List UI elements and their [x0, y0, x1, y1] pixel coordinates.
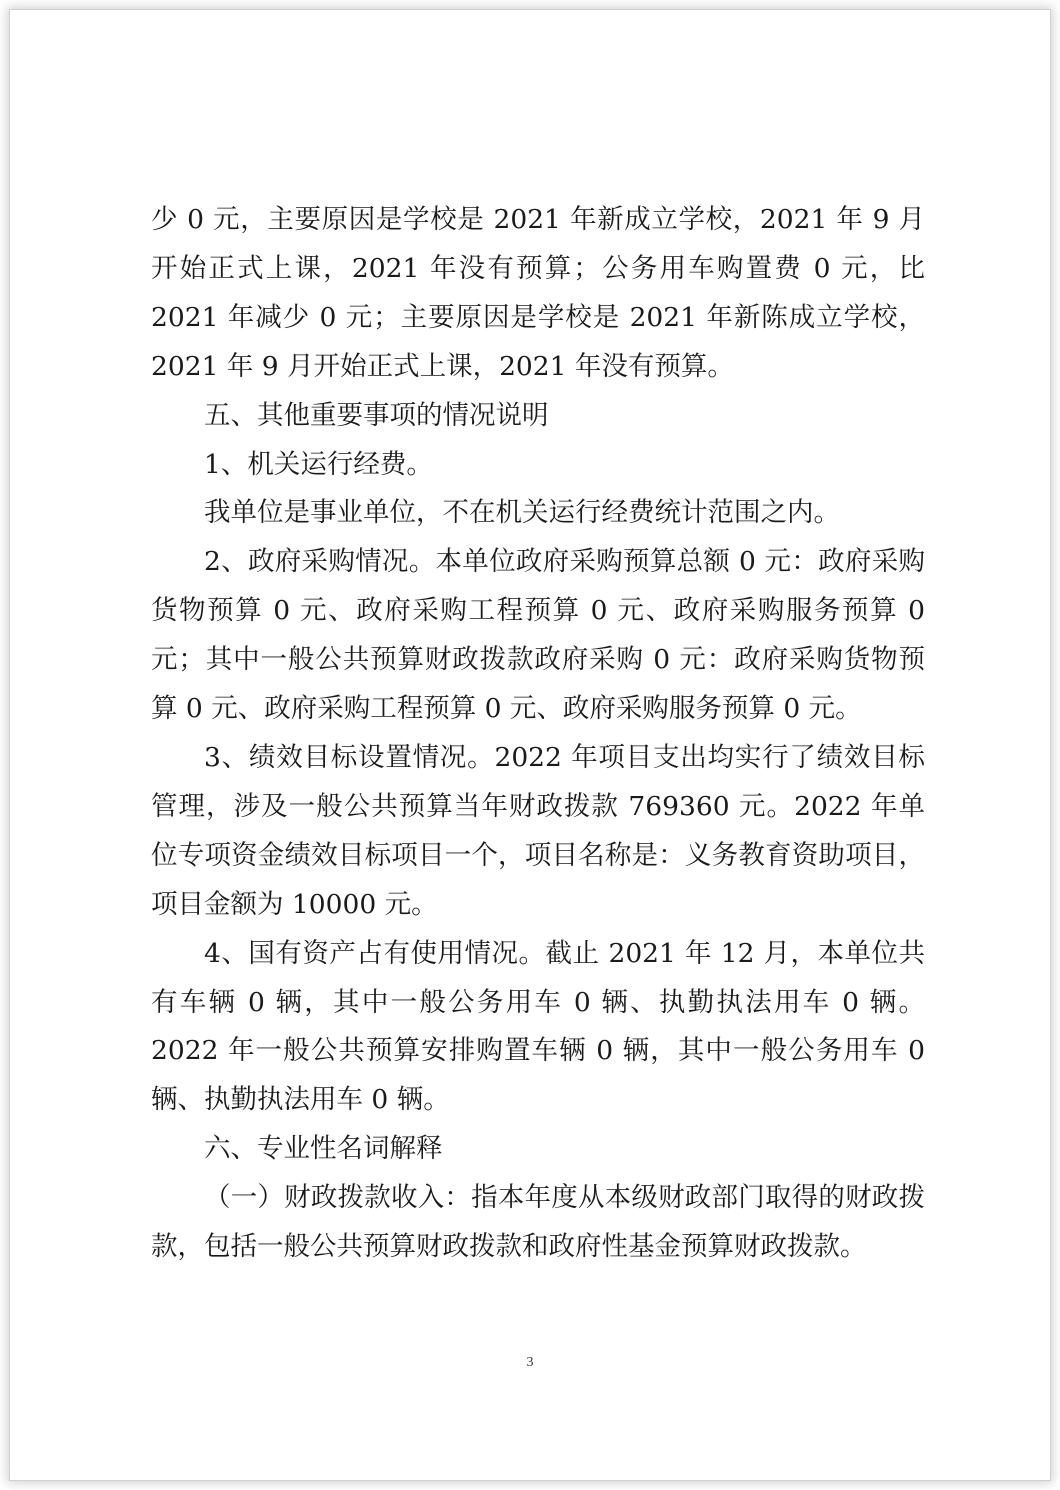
term-1-fiscal-appropriation: （一）财政拨款收入：指本年度从本级财政部门取得的财政拨款，包括一般公共预算财政拨款和政府性基金预算财政拨款。	[151, 1182, 925, 1263]
page-number: 3	[526, 1355, 534, 1370]
item-1-title: 1、机关运行经费。	[204, 448, 433, 480]
section-heading-other-matters: 五、其他重要事项的情况说明	[204, 399, 549, 431]
document-body	[151, 196, 925, 1272]
item-4-state-assets: 4、国有资产占有使用情况。截止 2021 年 12 月，本单位共有车辆 0 辆，其中一般公务用车 0 辆、执勤执法用车 0 辆。2022 年一般公共预算安排购置车辆 0 辆，其中一般公务用车 0 辆、执勤执法用车 0 辆。	[151, 937, 925, 1116]
item-1-body: 我单位是事业单位，不在机关运行经费统计范围之内。	[204, 497, 840, 529]
document-page	[10, 10, 1050, 1480]
item-2-government-procurement: 2、政府采购情况。本单位政府采购预算总额 0 元：政府采购货物预算 0 元、政府采购工程预算 0 元、政府采购服务预算 0 元；其中一般公共预算财政拨款政府采购 0 元：政府采购货物预算 0 元、政府采购工程预算 0 元、政府采购服务预算 0 元。	[151, 546, 925, 725]
section-heading-terms: 六、专业性名词解释	[204, 1133, 443, 1165]
item-3-performance-goals: 3、绩效目标设置情况。2022 年项目支出均实行了绩效目标管理，涉及一般公共预算当年财政拨款 769360 元。2022 年单位专项资金绩效目标项目一个，项目名称是：义务教育资助项目，项目金额为 10000 元。	[151, 741, 925, 920]
paragraph-continued: 少 0 元，主要原因是学校是 2021 年新成立学校，2021 年 9 月开始正式上课，2021 年没有预算；公务用车购置费 0 元，比 2021 年减少 0 元；主要原因是学校是 2021 年新陈成立学校，2021 年 9 月开始正式上课，2021 年没有预算。	[151, 204, 925, 382]
